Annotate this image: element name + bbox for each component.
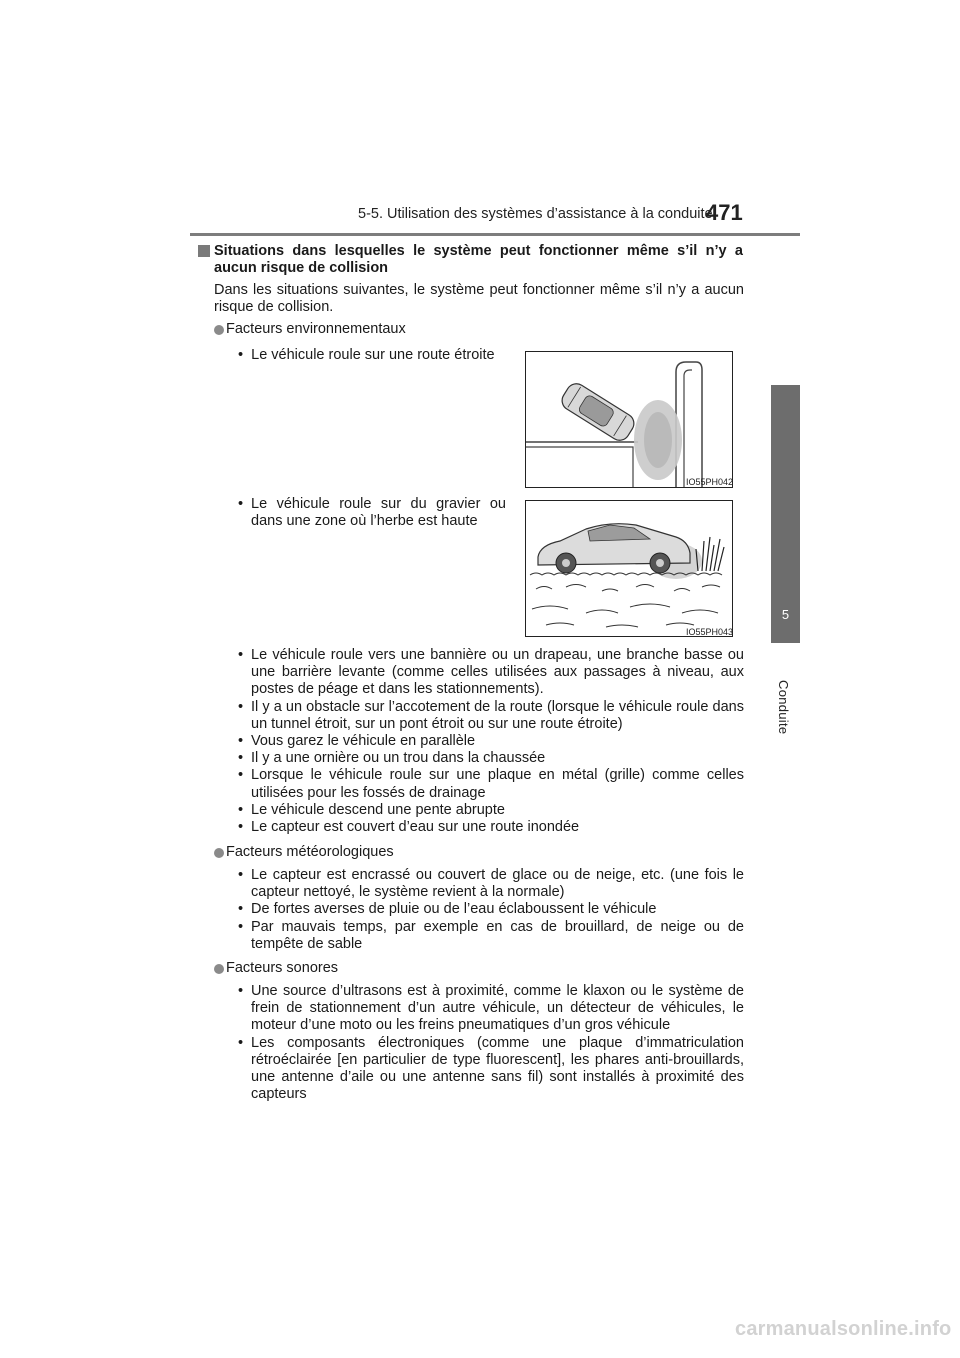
round-bullet-icon (214, 964, 224, 974)
list-item: • Il y a une ornière ou un trou dans la chaussée (238, 750, 546, 767)
list-item: • Vous garez le véhicule en parallèle (238, 733, 476, 750)
weather-factors-list (238, 867, 744, 953)
list-item: • Le véhicule descend une pente abrupte (238, 801, 505, 818)
environment-factors-list (238, 647, 744, 836)
square-bullet-icon (198, 245, 210, 257)
bullet-dot: • (238, 496, 244, 512)
chapter-label: Conduite (776, 680, 791, 735)
round-bullet-icon (214, 325, 224, 335)
list-item: • Une source d’ultrasons est à proximité, comme le klaxon ou le système de frein de stationnement d’un autre véhicule, un détecteur de véhicules, le moteur d’une moto ou les freins pneumatiques d’un gros véhicule (238, 983, 744, 1034)
group-title-sound: Facteurs sonores (226, 960, 339, 976)
list-item: • Le capteur est encrassé ou couvert de glace ou de neige, etc. (une fois le capteur nettoyé, le système revient à la normale) (238, 867, 744, 901)
narrow-road-illustration (526, 352, 732, 487)
list-item: • Lorsque le véhicule roule sur une plaque en métal (grille) comme celles utilisées pour les fossés de drainage (238, 767, 744, 801)
watermark: carmanualsonline.info (735, 1318, 952, 1340)
figure-item-text: • Le véhicule roule sur une route étroite (238, 347, 495, 363)
running-header: 5-5. Utilisation des systèmes d’assistance à la conduite (358, 206, 713, 222)
round-bullet-icon (214, 848, 224, 858)
section-intro: Dans les situations suivantes, le système peut fonctionner même s’il n’y a aucun risque de collision. (214, 282, 744, 316)
header-divider (190, 233, 800, 236)
figure-gravel-grass (525, 500, 733, 637)
list-item: • Les composants électroniques (comme une plaque d’immatriculation rétroéclairée [en particulier de type fluorescent], les phares anti-brouillards, une antenne d’aile ou une antenne sans fil) sont installés à proximité des capteurs (238, 1034, 744, 1103)
list-item: • Le véhicule roule vers une bannière ou un drapeau, une branche basse ou une barrière levante (comme celles utilisées aux passages à niveau, aux postes de péage et dans les stationnements). (238, 647, 744, 698)
figure-code: IO55PH042 (686, 477, 734, 487)
figure-code: IO55PH043 (686, 627, 734, 637)
section-heading: Situations dans lesquelles le système peut fonctionner même s’il n’y a aucun risque de collision (198, 243, 743, 278)
group-title-weather: Facteurs météorologiques (226, 844, 394, 860)
group-title-environment: Facteurs environnementaux (226, 321, 406, 337)
gravel-grass-illustration (526, 501, 732, 636)
figure-narrow-road (525, 351, 733, 488)
figure-item-text: • Le véhicule roule sur du gravier ou dans une zone où l’herbe est haute (238, 496, 506, 530)
list-item: • Par mauvais temps, par exemple en cas de brouillard, de neige ou de tempête de sable (238, 918, 744, 952)
chapter-number: 5 (781, 607, 790, 622)
list-item: • Il y a un obstacle sur l’accotement de la route (lorsque le véhicule roule dans un tunnel étroit, sur un pont étroit ou sur une route étroite) (238, 698, 744, 732)
list-item: • De fortes averses de pluie ou de l’eau éclaboussent le véhicule (238, 901, 657, 918)
sound-factors-list (238, 983, 744, 1103)
chapter-tab (771, 385, 800, 643)
list-item: • Le capteur est couvert d’eau sur une route inondée (238, 819, 580, 836)
page-number: 471 (706, 200, 743, 225)
bullet-dot: • (238, 347, 252, 363)
